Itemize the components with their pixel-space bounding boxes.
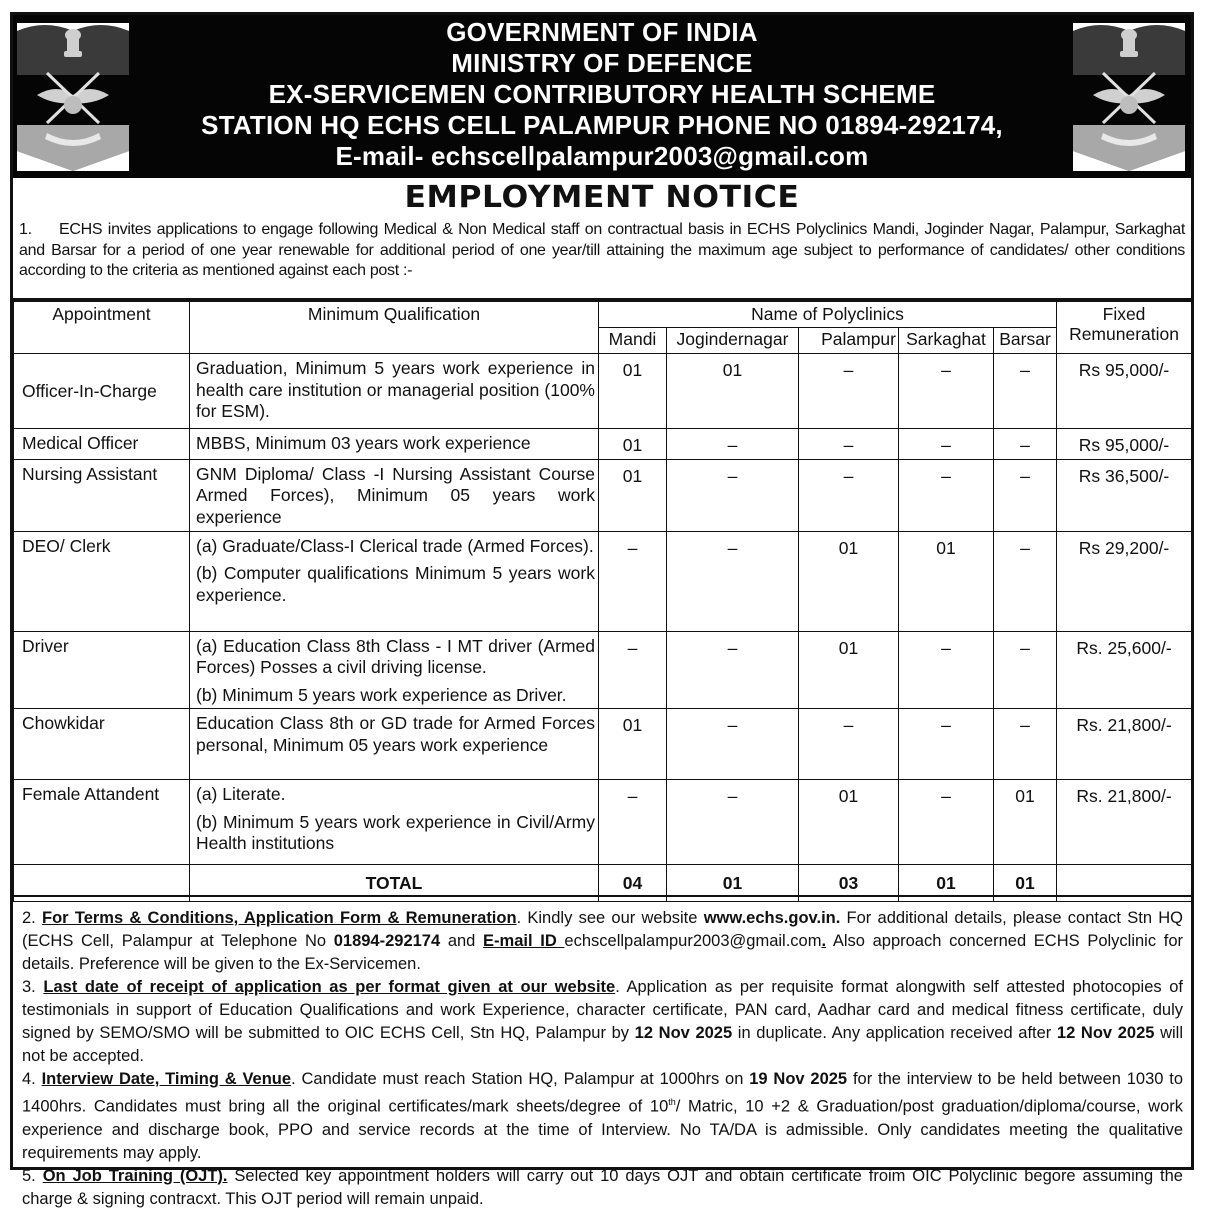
note-text: Also approach concerned ECHS Polyclinic for details. Preference will be given to the Ex-Servicemen. bbox=[22, 932, 1184, 973]
total-label: TOTAL bbox=[190, 865, 599, 902]
posts-table bbox=[13, 301, 1192, 902]
note-last-date bbox=[22, 976, 1183, 1068]
superscript: th bbox=[668, 1097, 676, 1107]
note-number: 2. bbox=[22, 909, 36, 927]
table-row bbox=[14, 354, 1192, 429]
intro-text: ECHS invites applications to engage following Medical & Non Medical staff on contractual basis in ECHS Polyclinics Mandi, Joginder Nagar, Palampur, Sarkaghat and Barsar for a period of one year renewable for additional period of one year/till attaining the maximum age subject to performance of candidates/ other conditions according to the criteria as mentioned against each post :- bbox=[19, 221, 1185, 279]
last-date: 12 Nov 2025 bbox=[634, 1024, 733, 1042]
email-dot: . bbox=[821, 932, 827, 950]
remuneration-cell: Rs. 25,600/- bbox=[1057, 631, 1192, 709]
appointment-cell: Driver bbox=[14, 631, 190, 709]
header-line-government: GOVERNMENT OF INDIA bbox=[446, 17, 758, 47]
remuneration-cell: Rs. 21,800/- bbox=[1057, 780, 1192, 865]
count-mandi: 01 bbox=[599, 709, 667, 780]
qualification-cell bbox=[190, 429, 599, 460]
remuneration-cell: Rs 95,000/- bbox=[1057, 354, 1192, 429]
count-jogindernagar: – bbox=[667, 631, 799, 709]
divider bbox=[13, 895, 1191, 897]
count-barsar: – bbox=[994, 459, 1057, 531]
count-jogindernagar: – bbox=[667, 459, 799, 531]
table-row bbox=[14, 459, 1192, 531]
count-palampur: – bbox=[799, 429, 899, 460]
count-jogindernagar: – bbox=[667, 780, 799, 865]
echs-emblem-icon bbox=[17, 23, 129, 171]
note-heading: For Terms & Conditions, Application Form & Remuneration bbox=[42, 909, 517, 927]
note-text: for the interview to be held between 1030 to 1400hrs. Candidates must bring all the original certificates/mark sheets/degree of 10 bbox=[22, 1070, 1184, 1116]
count-mandi: – bbox=[599, 780, 667, 865]
qualification-text: MBBS, Minimum 03 years work experience bbox=[196, 433, 531, 453]
count-palampur: – bbox=[799, 459, 899, 531]
echs-emblem-icon bbox=[1073, 23, 1185, 171]
qualification-text: (b) Minimum 5 years work experience as Driver. bbox=[196, 684, 567, 705]
page-title: EMPLOYMENT NOTICE bbox=[404, 180, 800, 215]
header-qualification: Minimum Qualification bbox=[190, 302, 599, 354]
header-polyclinics: Name of Polyclinics bbox=[599, 302, 1057, 328]
count-sarkaghat: – bbox=[899, 429, 994, 460]
count-sarkaghat: – bbox=[899, 631, 994, 709]
count-barsar: – bbox=[994, 709, 1057, 780]
qualification-text: (a) Graduate/Class-I Clerical trade (Armed Forces). bbox=[196, 535, 594, 556]
note-heading: Last date of receipt of application as per format given at our website bbox=[43, 978, 616, 996]
header-line-scheme: EX-SERVICEMEN CONTRIBUTORY HEALTH SCHEME bbox=[268, 79, 936, 109]
email-label: E-mail ID bbox=[483, 932, 565, 950]
note-number: 5. bbox=[22, 1166, 36, 1185]
total-palampur: 03 bbox=[799, 865, 899, 902]
header-line-email: E-mail- echscellpalampur2003@gmail.com bbox=[335, 141, 869, 171]
note-text: / Matric, 10 +2 & Graduation/post graduation/diploma/course, work experience and discharge book, PPO and service records at the time of Interview. No TA/DA is admissible. Only candidates meeting the qualitative requirements may apply. bbox=[22, 1097, 1183, 1162]
qualification-cell bbox=[190, 459, 599, 531]
header-clinic-barsar: Barsar bbox=[994, 328, 1057, 354]
phone-number: 01894-292174 bbox=[333, 932, 441, 950]
note-number: 4. bbox=[22, 1070, 36, 1088]
count-barsar: – bbox=[994, 354, 1057, 429]
count-mandi: 01 bbox=[599, 429, 667, 460]
qualification-text: (a) Education Class 8th Class - I MT driver (Armed Forces) Posses a civil driving license. bbox=[196, 635, 595, 677]
count-sarkaghat: – bbox=[899, 709, 994, 780]
count-sarkaghat: – bbox=[899, 780, 994, 865]
count-barsar: – bbox=[994, 631, 1057, 709]
qualification-cell bbox=[190, 631, 599, 709]
count-jogindernagar: – bbox=[667, 429, 799, 460]
interview-date: 19 Nov 2025 bbox=[749, 1070, 848, 1088]
email-link[interactable]: echscellpalampur2003@gmail.com bbox=[564, 932, 822, 950]
appointment-cell: Officer-In-Charge bbox=[14, 354, 190, 429]
header-line-ministry: MINISTRY OF DEFENCE bbox=[451, 48, 753, 78]
qualification-cell bbox=[190, 531, 599, 631]
count-palampur: 01 bbox=[799, 631, 899, 709]
note-text: . Kindly see our website bbox=[516, 909, 704, 927]
table-body bbox=[14, 354, 1192, 865]
total-mandi: 04 bbox=[599, 865, 667, 902]
count-jogindernagar: 01 bbox=[667, 354, 799, 429]
last-date: 12 Nov 2025 bbox=[1056, 1024, 1155, 1042]
total-barsar: 01 bbox=[994, 865, 1057, 902]
table-row bbox=[14, 631, 1192, 709]
qualification-text: Education Class 8th or GD trade for Armed Forces personal, Minimum 05 years work experience bbox=[196, 713, 595, 755]
table-row bbox=[14, 429, 1192, 460]
table-row bbox=[14, 709, 1192, 780]
count-barsar: 01 bbox=[994, 780, 1057, 865]
notes-section bbox=[22, 907, 1183, 1211]
count-mandi: 01 bbox=[599, 354, 667, 429]
header-text bbox=[133, 17, 1071, 172]
note-heading: Interview Date, Timing & Venue bbox=[41, 1070, 292, 1088]
remuneration-cell: Rs 95,000/- bbox=[1057, 429, 1192, 460]
count-barsar: – bbox=[994, 429, 1057, 460]
count-mandi: – bbox=[599, 631, 667, 709]
qualification-text: (b) Computer qualifications Minimum 5 years work experience. bbox=[196, 563, 595, 605]
qualification-cell bbox=[190, 354, 599, 429]
header-appointment: Appointment bbox=[14, 302, 190, 354]
remuneration-cell: Rs 36,500/- bbox=[1057, 459, 1192, 531]
total-jogindernagar: 01 bbox=[667, 865, 799, 902]
note-text: For additional details, please contact Stn HQ (ECHS Cell, Palampur at Telephone No bbox=[22, 909, 1184, 950]
header-remuneration-line1: Fixed bbox=[1102, 304, 1146, 324]
appointment-cell: Female Attandent bbox=[14, 780, 190, 865]
website-link[interactable]: www.echs.gov.in. bbox=[703, 909, 841, 927]
remuneration-cell: Rs 29,200/- bbox=[1057, 531, 1192, 631]
note-interview bbox=[22, 1068, 1183, 1165]
note-text: will not be accepted. bbox=[22, 1024, 1183, 1065]
note-text: in duplicate. Any application received after bbox=[732, 1024, 1057, 1042]
count-jogindernagar: – bbox=[667, 709, 799, 780]
notice-frame bbox=[10, 12, 1194, 1208]
header-clinic-palampur: Palampur bbox=[799, 328, 899, 354]
appointment-cell: DEO/ Clerk bbox=[14, 531, 190, 631]
note-text: and bbox=[440, 932, 484, 950]
note-text: Selected key appointment holders will carry out 10 days OJT and obtain certificate froim OIC Polyclinic begore assuming the charge & signing contracxt. This OJT period will remain unpaid. bbox=[22, 1166, 1183, 1208]
header-band bbox=[13, 15, 1191, 178]
count-mandi: 01 bbox=[599, 459, 667, 531]
count-palampur: – bbox=[799, 354, 899, 429]
total-sarkaghat: 01 bbox=[899, 865, 994, 902]
qualification-text: (b) Minimum 5 years work experience in Civil/Army Health institutions bbox=[196, 811, 595, 853]
header-clinic-mandi: Mandi bbox=[599, 328, 667, 354]
note-text: . Application as per requisite format alongwith self attested photocopies of testimonials in support of Education Qualifications and work Experience, character certificate, PAN card, Aadhar card and medical fitness certificate, duly signed by SEMO/SMO will be submitted to OIC ECHS Cell, Stn HQ, Palampur by bbox=[22, 978, 1183, 1042]
count-sarkaghat: – bbox=[899, 354, 994, 429]
header-clinic-jogindernagar: Jogindernagar bbox=[667, 328, 799, 354]
remuneration-cell: Rs. 21,800/- bbox=[1057, 709, 1192, 780]
header-remuneration-line2: Remuneration bbox=[1069, 324, 1179, 344]
count-sarkaghat: 01 bbox=[899, 531, 994, 631]
intro-number: 1. bbox=[19, 221, 32, 238]
appointment-cell: Chowkidar bbox=[14, 709, 190, 780]
qualification-text: GNM Diploma/ Class -I Nursing Assistant Course Armed Forces), Minimum 05 years work experience bbox=[196, 463, 595, 527]
count-palampur: 01 bbox=[799, 780, 899, 865]
note-number: 3. bbox=[22, 978, 36, 996]
header-remuneration bbox=[1057, 302, 1192, 354]
qualification-cell bbox=[190, 709, 599, 780]
header-line-station: STATION HQ ECHS CELL PALAMPUR PHONE NO 01894-292174, bbox=[201, 110, 1003, 140]
intro-paragraph bbox=[19, 220, 1185, 282]
table-row bbox=[14, 531, 1192, 631]
header-clinic-sarkaghat: Sarkaghat bbox=[899, 328, 994, 354]
appointment-cell: Nursing Assistant bbox=[14, 459, 190, 531]
note-heading: On Job Training (OJT). bbox=[42, 1166, 228, 1185]
count-palampur: 01 bbox=[799, 531, 899, 631]
qualification-text: Graduation, Minimum 5 years work experience in health care institution or managerial position (100% for ESM). bbox=[196, 358, 595, 421]
appointment-cell: Medical Officer bbox=[14, 429, 190, 460]
qualification-text: (a) Literate. bbox=[196, 784, 286, 804]
count-jogindernagar: – bbox=[667, 531, 799, 631]
count-barsar: – bbox=[994, 531, 1057, 631]
count-mandi: – bbox=[599, 531, 667, 631]
count-palampur: – bbox=[799, 709, 899, 780]
count-sarkaghat: – bbox=[899, 459, 994, 531]
table-row bbox=[14, 780, 1192, 865]
note-ojt bbox=[22, 1165, 1183, 1211]
note-terms bbox=[22, 907, 1183, 976]
note-text: . Candidate must reach Station HQ, Palampur at 1000hrs on bbox=[291, 1070, 750, 1088]
qualification-cell bbox=[190, 780, 599, 865]
